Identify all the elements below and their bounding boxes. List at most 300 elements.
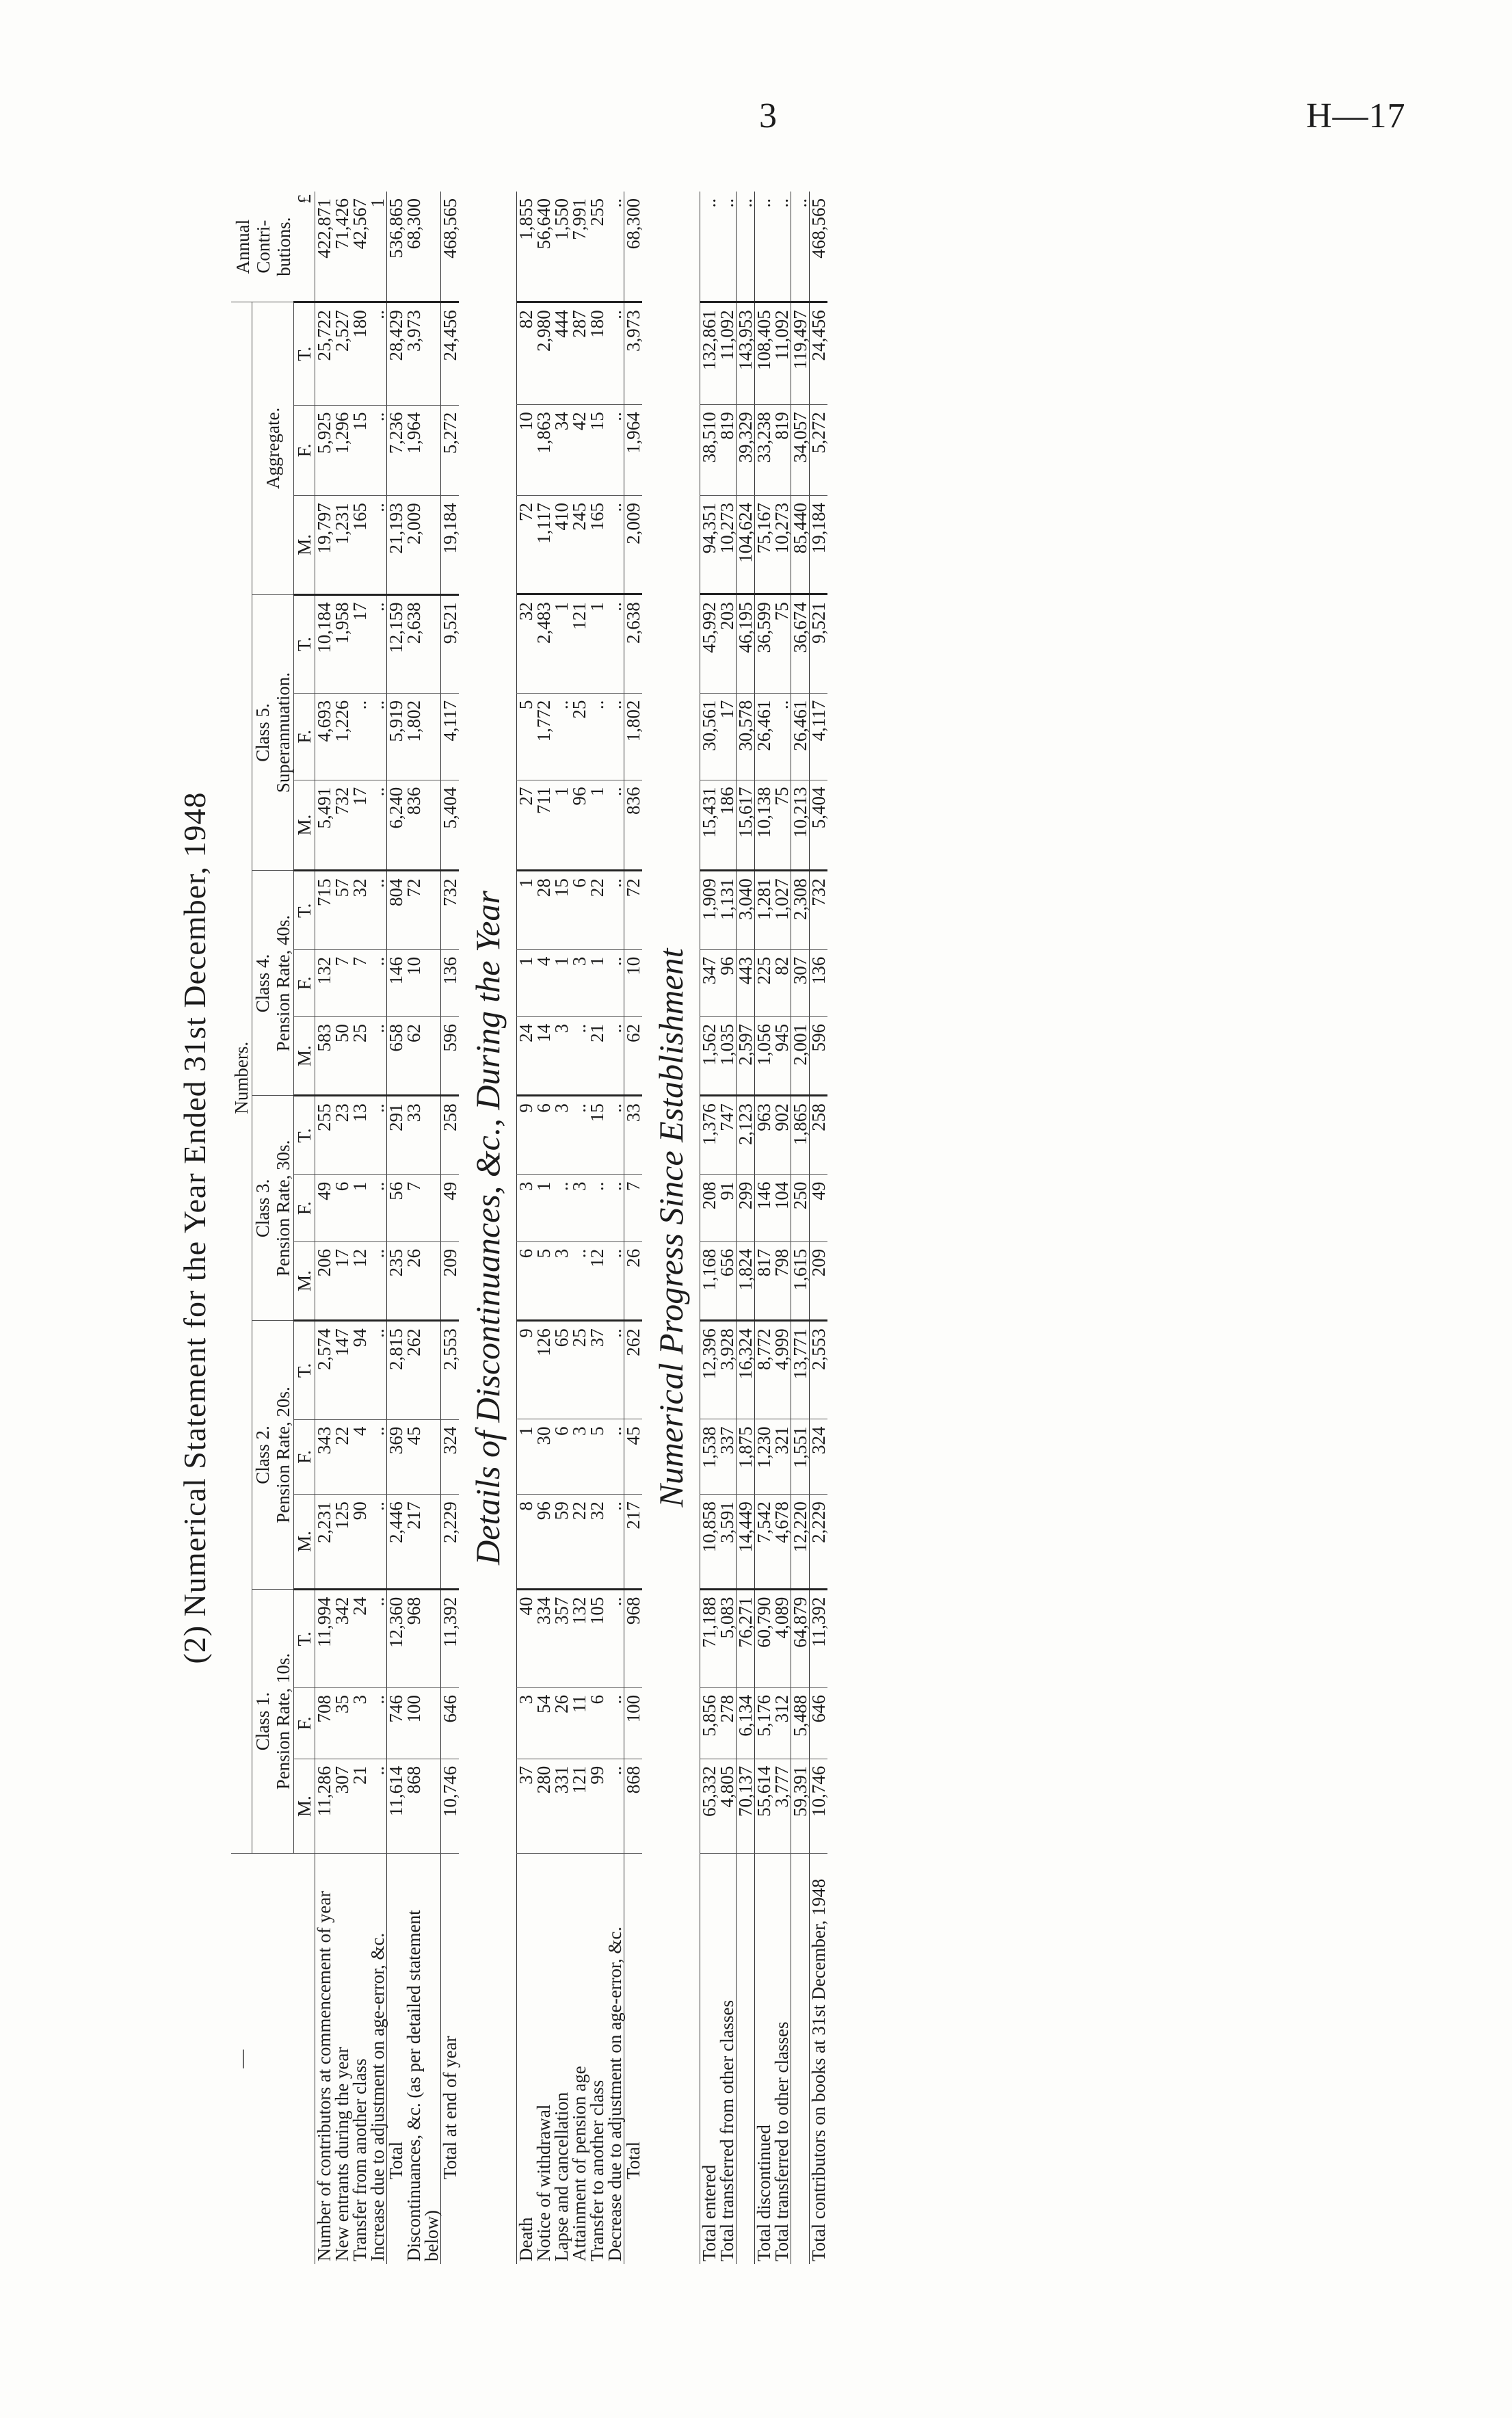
statement-row-label: Discontinuances, &c. (as per detailed statement below): [403, 1910, 442, 2261]
discontinuance-cell: 7,991: [570, 192, 588, 302]
class-3-t-header: T.: [294, 1096, 315, 1174]
statement-cell: 7,236: [387, 405, 406, 496]
discontinuance-cell: 34: [553, 405, 570, 496]
discontinuance-cell: 14: [535, 1016, 553, 1095]
discontinuance-cell: 27: [517, 780, 535, 871]
discontinuance-cell: 32: [588, 1495, 606, 1590]
progress-cell: 5,856 278: [700, 1687, 737, 1759]
statement-cell: 147: [333, 1321, 351, 1419]
statement-cell: 732: [441, 871, 460, 949]
discontinuance-cell: 1: [588, 780, 606, 871]
progress-cell: 108,405 11,092: [755, 302, 791, 405]
discontinuance-cell: 6: [588, 1687, 606, 1759]
progress-cell: 49: [810, 1174, 828, 1241]
discontinuance-cell: 15: [553, 871, 570, 949]
progress-cell: 26,461: [791, 693, 810, 780]
discontinuance-cell: 59: [553, 1495, 570, 1590]
statement-cell: 658: [387, 1016, 406, 1095]
progress-cell: 36,599 75: [755, 594, 791, 693]
progress-cell: 14,449: [737, 1495, 755, 1590]
statement-row: [405, 192, 441, 2264]
statement-cell: 836: [405, 780, 441, 871]
statement-cell: 7: [333, 949, 351, 1016]
statement-cell: 17: [351, 780, 369, 871]
discontinuance-cell: 11: [570, 1687, 588, 1759]
discontinuance-cell: ..: [606, 405, 624, 496]
discontinuances-table-body: [517, 192, 643, 2264]
progress-table-body: [700, 192, 828, 2264]
statement-cell: 1,231: [333, 496, 351, 594]
discontinuance-cell: ..: [606, 302, 624, 405]
discontinuance-cell: ..: [606, 1759, 624, 1854]
discontinuance-cell: 3: [553, 1241, 570, 1320]
discontinuance-cell: 30: [535, 1419, 553, 1495]
statement-cell: 255: [315, 1096, 334, 1174]
discontinuance-cell: 1,863: [535, 405, 553, 496]
statement-row: [351, 192, 369, 2264]
progress-cell: 13,771: [791, 1321, 810, 1419]
progress-cell: 30,578: [737, 693, 755, 780]
statement-cell: 49: [441, 1174, 460, 1241]
discontinuance-cell: 1,772: [535, 693, 553, 780]
progress-cell: 6,134: [737, 1687, 755, 1759]
progress-cell: 5,404: [810, 780, 828, 871]
progress-cell: 60,790 4,089: [755, 1589, 791, 1687]
progress-cell: 468,565: [810, 192, 828, 302]
class-4-f-header: F.: [294, 949, 315, 1016]
discontinuance-cell: 287: [570, 302, 588, 405]
discontinuance-cell: 2,009: [624, 496, 643, 594]
progress-cell: 299: [737, 1174, 755, 1241]
progress-row-label: Total entered Total transferred from other classes: [699, 2000, 737, 2261]
statement-cell: 50: [333, 1016, 351, 1095]
statement-cell: 708: [315, 1687, 334, 1759]
discontinuance-cell: ..: [606, 1241, 624, 1320]
statement-row-label: New entrants during the year: [332, 2047, 352, 2261]
statement-cell: 646: [441, 1687, 460, 1759]
statement-cell: 5,272: [441, 405, 460, 496]
statement-cell: 369: [387, 1419, 406, 1495]
discontinuance-cell: 100: [624, 1687, 643, 1759]
progress-cell: 4,117: [810, 693, 828, 780]
progress-cell: 70,137: [737, 1759, 755, 1854]
discontinuance-cell: 2,980: [535, 302, 553, 405]
statement-cell: 5,919: [387, 693, 406, 780]
statement-cell: 100: [405, 1687, 441, 1759]
statement-cell: 26: [405, 1241, 441, 1320]
statement-cell: 6: [333, 1174, 351, 1241]
label-column-header: —: [231, 2049, 252, 2068]
statement-row-label: Total: [386, 2141, 406, 2179]
discontinuance-cell: 26: [624, 1241, 643, 1320]
progress-cell: 1,824: [737, 1241, 755, 1320]
discontinuance-cell: 3: [570, 1174, 588, 1241]
progress-cell: 347 96: [700, 949, 737, 1016]
statement-cell: 32: [351, 871, 369, 949]
discontinuances-table: [516, 192, 642, 2264]
statement-row-label: Increase due to adjustment on age-error, &c.: [367, 1932, 388, 2261]
progress-cell: 55,614 3,777: [755, 1759, 791, 1854]
discontinuance-row: [588, 192, 606, 2264]
progress-cell: 10,746: [810, 1759, 828, 1854]
discontinuance-cell: 15: [588, 405, 606, 496]
discontinuance-cell: 45: [624, 1419, 643, 1495]
class-4-m-header: M.: [294, 1016, 315, 1095]
class-1-t-header: T.: [294, 1589, 315, 1687]
discontinuance-cell: 1: [588, 594, 606, 693]
statement-cell: 25: [351, 1016, 369, 1095]
progress-cell: 1,865: [791, 1096, 810, 1174]
discontinuance-cell: ..: [606, 192, 624, 302]
discontinuance-cell: 1: [535, 1174, 553, 1241]
progress-cell: 7,542 4,678: [755, 1495, 791, 1590]
discontinuance-cell: 54: [535, 1687, 553, 1759]
statement-cell: 7: [405, 1174, 441, 1241]
statement-cell: 15: [351, 405, 369, 496]
statement-cell: 1,802: [405, 693, 441, 780]
progress-cell: 208 91: [700, 1174, 737, 1241]
discontinuance-cell: ..: [606, 1321, 624, 1419]
progress-cell: 1,376 747: [700, 1096, 737, 1174]
statement-cell: 24,456: [441, 302, 460, 405]
discontinuance-cell: ..: [588, 693, 606, 780]
discontinuance-cell: 15: [588, 1096, 606, 1174]
statement-cell: 21,193: [387, 496, 406, 594]
discontinuance-cell: 1: [553, 780, 570, 871]
class-3-f-header: F.: [294, 1174, 315, 1241]
progress-cell: 15,617: [737, 780, 755, 871]
statement-cell: 49: [315, 1174, 334, 1241]
progress-cell: 2,001: [791, 1016, 810, 1095]
discontinuance-cell: 165: [588, 496, 606, 594]
discontinuance-cell: 868: [624, 1759, 643, 1854]
statement-row: [315, 192, 334, 2264]
discontinuance-cell: 21: [588, 1016, 606, 1095]
progress-cell: 71,188 5,083: [700, 1589, 737, 1687]
discontinuance-row-label: Lapse and cancellation: [551, 2092, 572, 2261]
discontinuance-cell: ..: [553, 1174, 570, 1241]
aggregate-t-header: T.: [294, 302, 315, 405]
progress-cell: ..: [791, 192, 810, 302]
progress-cell: 817 798: [755, 1241, 791, 1320]
statement-cell: 10: [405, 949, 441, 1016]
statement-cell: 1: [369, 192, 387, 302]
discontinuance-cell: 68,300: [624, 192, 643, 302]
progress-row-label: Total discontinued Total transferred to other classes: [754, 2021, 792, 2261]
progress-cell: 2,553: [810, 1321, 828, 1419]
discontinuance-cell: ..: [606, 594, 624, 693]
statement-cell: 1,296: [333, 405, 351, 496]
statement-cell: ..: [369, 1096, 387, 1174]
discontinuance-cell: 180: [588, 302, 606, 405]
class-5-header: Class 5. Superannuation.: [252, 594, 294, 871]
statement-cell: 1: [351, 1174, 369, 1241]
discontinuance-cell: ..: [606, 496, 624, 594]
class-5-t-header: T.: [294, 594, 315, 693]
progress-cell: 3,040: [737, 871, 755, 949]
class-3-header: Class 3. Pension Rate, 30s.: [252, 1096, 294, 1321]
progress-cell: 132,861 11,092: [700, 302, 737, 405]
progress-row: [700, 192, 737, 2264]
discontinuance-cell: 968: [624, 1589, 643, 1687]
discontinuance-cell: 37: [588, 1321, 606, 1419]
statement-cell: 2,574: [315, 1321, 334, 1419]
progress-cell: 5,176 312: [755, 1687, 791, 1759]
discontinuance-cell: 96: [570, 780, 588, 871]
discontinuance-row: [624, 192, 643, 2264]
discontinuance-cell: ..: [570, 1096, 588, 1174]
discontinuance-cell: 1: [553, 949, 570, 1016]
class-4-t-header: T.: [294, 871, 315, 949]
statement-cell: 35: [333, 1687, 351, 1759]
discontinuance-cell: 37: [517, 1759, 535, 1854]
statement-cell: 258: [441, 1096, 460, 1174]
progress-cell: 9,521: [810, 594, 828, 693]
discontinuance-cell: 24: [517, 1016, 535, 1095]
statement-cell: 10,184: [315, 594, 334, 693]
statement-cell: 1,964: [405, 405, 441, 496]
statement-row-label: Transfer from another class: [349, 2058, 370, 2261]
progress-row: [791, 192, 810, 2264]
discontinuance-cell: 121: [570, 1759, 588, 1854]
statement-cell: 583: [315, 1016, 334, 1095]
progress-table: [700, 192, 827, 2264]
statement-cell: 12,159: [387, 594, 406, 693]
discontinuance-cell: 1,964: [624, 405, 643, 496]
statement-cell: 165: [351, 496, 369, 594]
discontinuance-cell: ..: [606, 1016, 624, 1095]
statement-cell: 3,973: [405, 302, 441, 405]
statement-cell: 596: [441, 1016, 460, 1095]
page-number: 3: [759, 96, 777, 135]
discontinuance-row: [570, 192, 588, 2264]
progress-cell: 1,538 337: [700, 1419, 737, 1495]
progress-cell: 1,909 1,131: [700, 871, 737, 949]
discontinuance-row-label: Transfer to another class: [587, 2079, 607, 2261]
discontinuance-row: [517, 192, 535, 2264]
statement-cell: 217: [405, 1495, 441, 1590]
class-1-header: Class 1. Pension Rate, 10s.: [252, 1589, 294, 1854]
statement-cell: ..: [369, 1241, 387, 1320]
progress-cell: 64,879: [791, 1589, 810, 1687]
discontinuance-cell: 280: [535, 1759, 553, 1854]
discontinuance-row-label: Decrease due to adjustment on age-error, &c.: [605, 1926, 625, 2261]
class-2-f-header: F.: [294, 1419, 315, 1495]
statement-cell: 136: [441, 949, 460, 1016]
statement-cell: 19,797: [315, 496, 334, 594]
discontinuance-cell: 4: [535, 949, 553, 1016]
discontinuance-cell: ..: [570, 1016, 588, 1095]
statement-cell: 94: [351, 1321, 369, 1419]
discontinuance-cell: 10: [624, 949, 643, 1016]
discontinuance-row-label: Death: [516, 2217, 536, 2261]
statement-cell: 5,491: [315, 780, 334, 871]
discontinuance-cell: ..: [606, 1589, 624, 1687]
statement-cell: 3: [351, 1687, 369, 1759]
discontinuance-cell: 5: [535, 1241, 553, 1320]
statement-cell: 11,994: [315, 1589, 334, 1687]
statement-cell: 1,226: [333, 693, 351, 780]
statement-cell: 2,446: [387, 1495, 406, 1590]
statement-cell: 62: [405, 1016, 441, 1095]
discontinuance-cell: 72: [624, 871, 643, 949]
aggregate-m-header: M.: [294, 496, 315, 594]
discontinuance-cell: 836: [624, 780, 643, 871]
discontinuance-cell: 357: [553, 1589, 570, 1687]
discontinuance-cell: 22: [588, 871, 606, 949]
discontinuance-cell: 7: [624, 1174, 643, 1241]
document-reference: H—17: [1306, 96, 1406, 135]
progress-cell: 85,440: [791, 496, 810, 594]
discontinuance-cell: ..: [606, 1174, 624, 1241]
statement-cell: 868: [405, 1759, 441, 1854]
discontinuance-cell: 132: [570, 1589, 588, 1687]
statement-cell: ..: [369, 594, 387, 693]
discontinuance-cell: 217: [624, 1495, 643, 1590]
progress-row-label: [791, 1854, 810, 2264]
statement-cell: 804: [387, 871, 406, 949]
discontinuance-cell: 25: [570, 1321, 588, 1419]
discontinuance-cell: 1,117: [535, 496, 553, 594]
statement-cell: 2,815: [387, 1321, 406, 1419]
discontinuance-cell: 2,483: [535, 594, 553, 693]
statement-cell: 1,958: [333, 594, 351, 693]
numerical-statement-table: [231, 192, 459, 2264]
discontinuance-cell: 25: [570, 693, 588, 780]
progress-cell: 250: [791, 1174, 810, 1241]
discontinuance-cell: ..: [606, 1495, 624, 1590]
statement-cell: 11,614: [387, 1759, 406, 1854]
discontinuance-cell: 22: [570, 1495, 588, 1590]
statement-cell: 25,722: [315, 302, 334, 405]
progress-cell: 258: [810, 1096, 828, 1174]
statement-cell: ..: [369, 1016, 387, 1095]
statement-cell: 6,240: [387, 780, 406, 871]
rotated-page-content: [171, 192, 1368, 2264]
statement-cell: 33: [405, 1096, 441, 1174]
discontinuance-cell: ..: [570, 1241, 588, 1320]
progress-cell: 33,238 819: [755, 405, 791, 496]
progress-cell: 443: [737, 949, 755, 1016]
discontinuance-cell: 1: [553, 594, 570, 693]
discontinuance-cell: 3: [553, 1096, 570, 1174]
progress-cell: 1,562 1,035: [700, 1016, 737, 1095]
progress-row-label: [737, 1854, 755, 2264]
progress-cell: 38,510 819: [700, 405, 737, 496]
discontinuance-cell: 42: [570, 405, 588, 496]
statement-row: [441, 192, 460, 2264]
class-2-t-header: T.: [294, 1321, 315, 1419]
discontinuance-cell: 40: [517, 1589, 535, 1687]
progress-cell: 143,953: [737, 302, 755, 405]
statement-cell: 4,117: [441, 693, 460, 780]
discontinuance-cell: 10: [517, 405, 535, 496]
statement-cell: 125: [333, 1495, 351, 1590]
discontinuance-cell: ..: [606, 780, 624, 871]
statement-cell: 7: [351, 949, 369, 1016]
statement-cell: ..: [369, 1495, 387, 1590]
class-1-f-header: F.: [294, 1687, 315, 1759]
discontinuance-cell: 26: [553, 1687, 570, 1759]
discontinuance-cell: 5: [588, 1419, 606, 1495]
statement-cell: ..: [351, 693, 369, 780]
progress-cell: 19,184: [810, 496, 828, 594]
discontinuance-cell: 62: [624, 1016, 643, 1095]
statement-cell: 45: [405, 1419, 441, 1495]
main-title: (2) Numerical Statement for the Year Ended 31st December, 1948: [177, 791, 212, 1664]
class-5-f-header: F.: [294, 693, 315, 780]
statement-cell: 12: [351, 1241, 369, 1320]
discontinuance-row: [553, 192, 570, 2264]
statement-cell: ..: [369, 1321, 387, 1419]
statement-cell: 235: [387, 1241, 406, 1320]
progress-cell: 146 104: [755, 1174, 791, 1241]
discontinuance-row: [535, 192, 553, 2264]
statement-cell: 4,693: [315, 693, 334, 780]
annual-contributions-header: Annual Contri- butions.: [231, 192, 294, 302]
discontinuance-cell: 28: [535, 871, 553, 949]
statement-cell: 9,521: [441, 594, 460, 693]
discontinuance-cell: 3: [517, 1174, 535, 1241]
statement-cell: 2,009: [405, 496, 441, 594]
discontinuance-cell: ..: [588, 1174, 606, 1241]
progress-cell: 732: [810, 871, 828, 949]
discontinuance-cell: 2,638: [624, 594, 643, 693]
progress-cell: 596: [810, 1016, 828, 1095]
statement-cell: 42,567: [351, 192, 369, 302]
discontinuance-cell: 6: [517, 1241, 535, 1320]
progress-cell: .. ..: [700, 192, 737, 302]
discontinuance-cell: ..: [606, 1687, 624, 1759]
discontinuance-row-label: Notice of withdrawal: [533, 2104, 554, 2261]
progress-cell: 10,213: [791, 780, 810, 871]
statement-cell: 4: [351, 1419, 369, 1495]
discontinuance-cell: 33: [624, 1096, 643, 1174]
discontinuance-cell: 82: [517, 302, 535, 405]
progress-cell: 1,230 321: [755, 1419, 791, 1495]
discontinuance-cell: 1,802: [624, 693, 643, 780]
discontinuance-row-label: Attainment of pension age: [569, 2066, 589, 2261]
progress-cell: 34,057: [791, 405, 810, 496]
progress-cell: 12,396 3,928: [700, 1321, 737, 1419]
numbers-header: Numbers.: [231, 302, 252, 1854]
discontinuance-cell: ..: [606, 693, 624, 780]
discontinuance-cell: 1: [517, 1419, 535, 1495]
progress-cell: 65,332 4,805: [700, 1759, 737, 1854]
statement-cell: ..: [369, 949, 387, 1016]
discontinuance-cell: 334: [535, 1589, 553, 1687]
progress-cell: 1,875: [737, 1419, 755, 1495]
progress-cell: 12,220: [791, 1495, 810, 1590]
statement-cell: 2,638: [405, 594, 441, 693]
class-4-header: Class 4. Pension Rate, 40s.: [252, 871, 294, 1096]
statement-cell: 10,746: [441, 1759, 460, 1854]
statement-cell: ..: [369, 871, 387, 949]
discontinuance-cell: ..: [553, 693, 570, 780]
progress-cell: 5,488: [791, 1687, 810, 1759]
statement-cell: ..: [369, 405, 387, 496]
progress-row: [737, 192, 755, 2264]
progress-cell: 2,229: [810, 1495, 828, 1590]
main-table-body: [315, 192, 460, 2264]
statement-cell: 968: [405, 1589, 441, 1687]
progress-cell: 45,992 203: [700, 594, 737, 693]
progress-cell: 39,329: [737, 405, 755, 496]
progress-cell: 15,431 186: [700, 780, 737, 871]
class-5-m-header: M.: [294, 780, 315, 871]
statement-cell: 17: [333, 1241, 351, 1320]
discontinuance-cell: 32: [517, 594, 535, 693]
